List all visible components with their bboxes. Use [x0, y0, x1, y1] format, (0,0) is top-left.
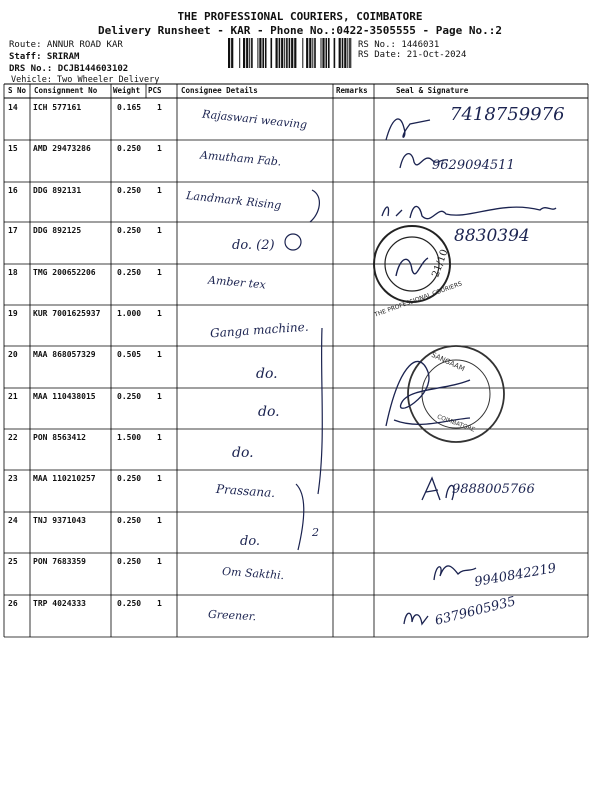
row-pcs: 1: [157, 557, 162, 566]
row-weight: 0.250: [117, 226, 142, 235]
row-weight: 0.250: [117, 144, 142, 153]
row-pcs: 1: [157, 226, 162, 235]
row-consignment-no: KUR 7001625937: [33, 309, 101, 318]
row-consignee-handwritten: Ganga machine.: [209, 319, 309, 341]
col-header-weight: Weight: [113, 86, 141, 95]
drs-number: DRS No.: DCJB144603102: [9, 64, 129, 74]
row-sno: 18: [8, 268, 18, 277]
row-consignee-handwritten: Om Sakthi.: [221, 564, 285, 583]
row-sno: 22: [8, 433, 18, 442]
row-weight: 0.165: [117, 103, 142, 112]
row-weight: 1.000: [117, 309, 142, 318]
circle-mark: [285, 234, 301, 250]
route-label: Route: ANNUR ROAD KAR: [9, 40, 123, 50]
col-header-consignment: Consignment No: [34, 86, 98, 95]
row-weight: 1.500: [117, 433, 142, 442]
sangaam-stamp-city: COIMBATORE: [436, 413, 476, 434]
row-consignment-no: TMG 200652206: [33, 268, 96, 277]
phone-14: 7418759976: [450, 104, 565, 125]
row-weight: 0.250: [117, 186, 142, 195]
col-header-remarks: Remarks: [336, 86, 368, 95]
col-header-consignee: Consignee Details: [181, 86, 258, 95]
row-pcs: 1: [157, 433, 162, 442]
row-consignment-no: PON 8563412: [33, 433, 86, 442]
phone-25: 9940842219: [473, 560, 558, 591]
courier-stamp-text: THE PROFESSIONAL COURIERS: [373, 280, 463, 319]
sangaam-stamp-text: SANGAAM: [429, 350, 466, 374]
col-header-seal: Seal & Signature: [396, 86, 469, 95]
row-weight: 0.250: [117, 516, 142, 525]
phone-17: 8830394: [454, 226, 530, 246]
col-header-pcs: PCS: [148, 86, 162, 95]
signature-scribble: [404, 613, 428, 624]
row-weight: 0.250: [117, 268, 142, 277]
row-pcs: 1: [157, 144, 162, 153]
row-consignee-handwritten: Greener.: [207, 607, 257, 624]
consignee-bracket: [318, 328, 322, 494]
row-consignee-handwritten: Prassana.: [215, 481, 276, 501]
row-sno: 15: [8, 144, 18, 153]
signature-scribble: [382, 206, 556, 218]
row-consignment-no: TNJ 9371043: [33, 516, 86, 525]
signature-scribble: [422, 478, 454, 500]
row-pcs: 1: [157, 474, 162, 483]
row-weight: 0.250: [117, 392, 142, 401]
row-consignment-no: DDG 892125: [33, 226, 82, 235]
phone-26: 6379605935: [433, 594, 518, 629]
row-consignment-no: DDG 892131: [33, 186, 82, 195]
row-pcs: 1: [157, 268, 162, 277]
consignee-bracket: [296, 484, 304, 550]
row-pcs: 1: [157, 599, 162, 608]
row-weight: 0.250: [117, 474, 142, 483]
row-weight: 0.505: [117, 350, 142, 359]
row-pcs: 1: [157, 350, 162, 359]
row-consignee-handwritten: do. (2): [232, 238, 275, 253]
runsheet-subtitle: Delivery Runsheet - KAR - Phone No.:0422-3505555 - Page No.:2: [98, 24, 502, 37]
bracket-note: 2: [312, 526, 319, 539]
row-consignment-no: TRP 4024333: [33, 599, 86, 608]
row-sno: 21: [8, 392, 18, 401]
row-pcs: 1: [157, 309, 162, 318]
staff-label: Staff: SRIRAM: [9, 52, 80, 62]
row-pcs: 1: [157, 186, 162, 195]
vehicle-label: Vehicle: Two Wheeler Delivery: [11, 75, 160, 85]
col-header-sno: S No: [8, 86, 27, 95]
row-weight: 0.250: [117, 599, 142, 608]
row-consignment-no: AMD 29473286: [33, 144, 91, 153]
row-consignment-no: MAA 110438015: [33, 392, 96, 401]
row-pcs: 1: [157, 516, 162, 525]
row-sno: 19: [8, 309, 18, 318]
row-sno: 23: [8, 474, 18, 483]
row-sno: 16: [8, 186, 18, 195]
row-consignee-handwritten: Landmark Rising: [185, 189, 282, 212]
row-consignee-handwritten: do.: [232, 445, 254, 461]
row-sno: 17: [8, 226, 18, 235]
courier-stamp-date: 21/10: [430, 248, 451, 279]
row-sno: 20: [8, 350, 18, 359]
rs-date: RS Date: 21-Oct-2024: [358, 50, 467, 60]
row-consignee-handwritten: Amutham Fab.: [199, 148, 282, 169]
row-sno: 25: [8, 557, 18, 566]
row-sno: 24: [8, 516, 18, 525]
rs-number: RS No.: 1446031: [358, 40, 440, 50]
row-weight: 0.250: [117, 557, 142, 566]
row-consignee-handwritten: do.: [258, 404, 280, 420]
row-consignment-no: MAA 868057329: [33, 350, 96, 359]
row-sno: 14: [8, 103, 18, 112]
signature-scribble: [434, 566, 476, 580]
row-consignee-handwritten: Amber tex: [207, 273, 267, 292]
row-consignment-no: PON 7683359: [33, 557, 86, 566]
row-sno: 26: [8, 599, 18, 608]
row-pcs: 1: [157, 392, 162, 401]
phone-23: 9888005766: [452, 482, 535, 497]
row-consignee-handwritten: Rajaswari weaving: [201, 107, 308, 132]
signature-scribble: [386, 119, 430, 140]
phone-15: 9629094511: [432, 158, 515, 173]
row-pcs: 1: [157, 103, 162, 112]
row-consignment-no: ICH 577161: [33, 103, 82, 112]
consignee-bracket: [310, 190, 319, 222]
row-consignee-handwritten: do.: [240, 534, 261, 549]
company-title: THE PROFESSIONAL COURIERS, COIMBATORE: [177, 10, 423, 23]
row-consignment-no: MAA 110210257: [33, 474, 96, 483]
row-consignee-handwritten: do.: [256, 366, 278, 382]
